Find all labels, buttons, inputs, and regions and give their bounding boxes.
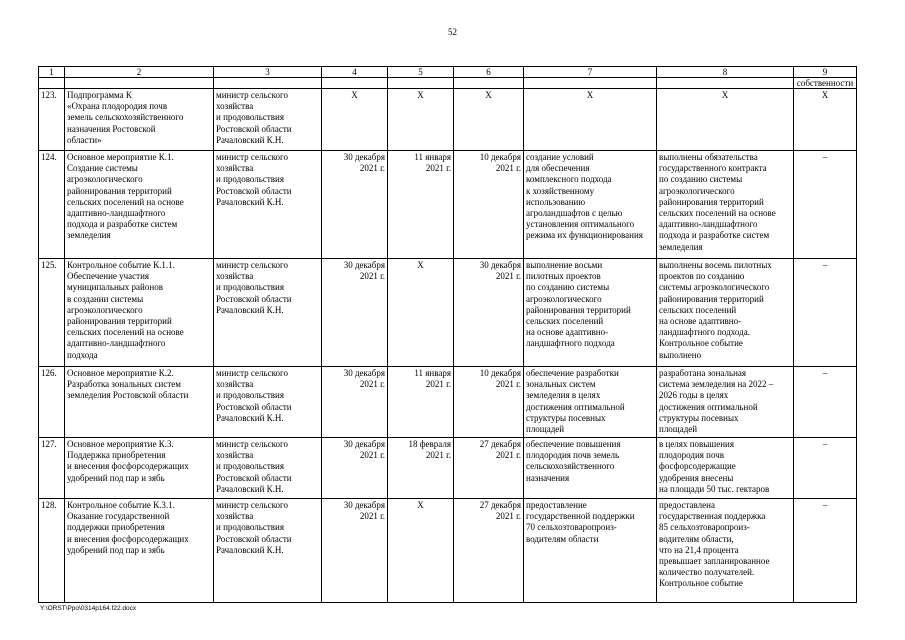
end-date: 10 декабря 2021 г.: [454, 151, 524, 259]
responsible: министр сельского хозяйства и продовольствия Ростовской области Рачаловский К.Н.: [214, 438, 322, 499]
responsible: министр сельского хозяйства и продовольствия Ростовской области Рачаловский К.Н.: [214, 259, 322, 367]
table-row: [39, 367, 857, 438]
planned-date: 30 декабря 2021 г.: [322, 438, 388, 499]
column-header: 2: [65, 67, 214, 78]
responsible: министр сельского хозяйства и продовольствия Ростовской области Рачаловский К.Н.: [214, 151, 322, 259]
subheader-cell: [388, 78, 454, 89]
event-name: Контрольное событие К.3.1. Оказание государственной поддержки приобретения и внесения фосфорсодержащих удобрений под пар и зябь: [65, 499, 214, 603]
table-row: [39, 499, 857, 603]
column-header: 9: [794, 67, 857, 78]
end-date: Х: [454, 89, 524, 151]
row-number: 127.: [39, 438, 65, 499]
row-number: 123.: [39, 89, 65, 151]
event-name: Основное мероприятие К.2. Разработка зональных систем земледелия Ростовской области: [65, 367, 214, 438]
end-date: 10 декабря 2021 г.: [454, 367, 524, 438]
event-name: Контрольное событие К.1.1. Обеспечение участия муниципальных районов в создании системы агроэкологического районирования территорий сельских поселений на основе адаптивно-ландшафтного подхода: [65, 259, 214, 367]
header-row: [39, 67, 857, 78]
table-row: [39, 259, 857, 367]
responsible: министр сельского хозяйства и продовольствия Ростовской области Рачаловский К.Н.: [214, 367, 322, 438]
table-row: [39, 438, 857, 499]
row-number: 124.: [39, 151, 65, 259]
file-path-footer: Y:\ORST\Ppo\0314p164.f22.docx: [40, 605, 137, 612]
start-date: Х: [388, 499, 454, 603]
subheader-row: [39, 78, 857, 89]
table-row: [39, 89, 857, 151]
column-header: 6: [454, 67, 524, 78]
planned-date: 30 декабря 2021 г.: [322, 499, 388, 603]
subheader-cell: [657, 78, 794, 89]
row-number: 128.: [39, 499, 65, 603]
start-date: 11 января 2021 г.: [388, 151, 454, 259]
expected-result: обеспечение разработки зональных систем земледелия в целях достижения оптимальной структуры посевных площадей: [524, 367, 657, 438]
start-date: Х: [388, 259, 454, 367]
expected-result: предоставление государственной поддержки 70 сельхозтоваропроиз- водителям области: [524, 499, 657, 603]
col9-value: –: [794, 259, 857, 367]
table-row: [39, 151, 857, 259]
subheader-col9: собственности: [794, 78, 857, 89]
column-header: 7: [524, 67, 657, 78]
planned-date: 30 декабря 2021 г.: [322, 367, 388, 438]
actual-result: в целях повышения плодородия почв фосфорсодержащие удобрения внесены на площади 50 тыс. гектаров: [657, 438, 794, 499]
actual-result: выполнены восемь пилотных проектов по созданию системы агроэкологического районирования территорий сельских поселений на основе адаптивно- ландшафтного подхода. Контрольное событие выполнено: [657, 259, 794, 367]
planned-date: Х: [322, 89, 388, 151]
subheader-cell: [322, 78, 388, 89]
event-name: Основное мероприятие К.3. Поддержка приобретения и внесения фосфорсодержащих удобрений под пар и зябь: [65, 438, 214, 499]
subheader-cell: [39, 78, 65, 89]
subheader-cell: [65, 78, 214, 89]
col9-value: –: [794, 151, 857, 259]
actual-result: разработана зональная система земледелия на 2022 – 2026 годы в целях достижения оптимальной структуры посевных площадей: [657, 367, 794, 438]
subheader-cell: [454, 78, 524, 89]
start-date: 18 февраля 2021 г.: [388, 438, 454, 499]
event-name: Основное мероприятие К.1. Создание системы агроэкологического районирования территорий сельских поселений на основе адаптивно-ландшафтного подхода и разработке систем земледелия: [65, 151, 214, 259]
actual-result: Х: [657, 89, 794, 151]
start-date: Х: [388, 89, 454, 151]
expected-result: обеспечение повышения плодородия почв земель сельскохозяйственного назначения: [524, 438, 657, 499]
subheader-cell: [214, 78, 322, 89]
col9-value: –: [794, 499, 857, 603]
col9-value: Х: [794, 89, 857, 151]
row-number: 126.: [39, 367, 65, 438]
expected-result: создание условий для обеспечения комплексного подхода к хозяйственному использованию агроландшафтов с целью установления оптимального режима их функционирования: [524, 151, 657, 259]
report-table: [38, 66, 857, 603]
subheader-cell: [524, 78, 657, 89]
responsible: министр сельского хозяйства и продовольствия Ростовской области Рачаловский К.Н.: [214, 499, 322, 603]
column-header: 1: [39, 67, 65, 78]
end-date: 27 декабря 2021 г.: [454, 438, 524, 499]
event-name: Подпрограмма К «Охрана плодородия почв земель сельскохозяйственного назначения Ростовской области»: [65, 89, 214, 151]
actual-result: предоставлена государственная поддержка 85 сельхозтоваропроиз- водителям области, что на 21,4 процента превышает запланированное количество получателей. Контрольное событие: [657, 499, 794, 603]
end-date: 30 декабря 2021 г.: [454, 259, 524, 367]
actual-result: выполнены обязательства государственного контракта по созданию системы агроэкологического районирования территорий сельских поселений на основе адаптивно-ландшафтного подхода и разработке систем земледелия: [657, 151, 794, 259]
col9-value: –: [794, 438, 857, 499]
row-number: 125.: [39, 259, 65, 367]
planned-date: 30 декабря 2021 г.: [322, 151, 388, 259]
page-number: 52: [448, 27, 457, 37]
column-header: 3: [214, 67, 322, 78]
end-date: 27 декабря 2021 г.: [454, 499, 524, 603]
planned-date: 30 декабря 2021 г.: [322, 259, 388, 367]
responsible: министр сельского хозяйства и продовольствия Ростовской области Рачаловский К.Н.: [214, 89, 322, 151]
start-date: 11 января 2021 г.: [388, 367, 454, 438]
expected-result: выполнение восьми пилотных проектов по созданию системы агроэкологического районирования территорий сельских поселений на основе адаптивно- ландшафтного подхода: [524, 259, 657, 367]
expected-result: Х: [524, 89, 657, 151]
column-header: 8: [657, 67, 794, 78]
col9-value: –: [794, 367, 857, 438]
column-header: 5: [388, 67, 454, 78]
column-header: 4: [322, 67, 388, 78]
